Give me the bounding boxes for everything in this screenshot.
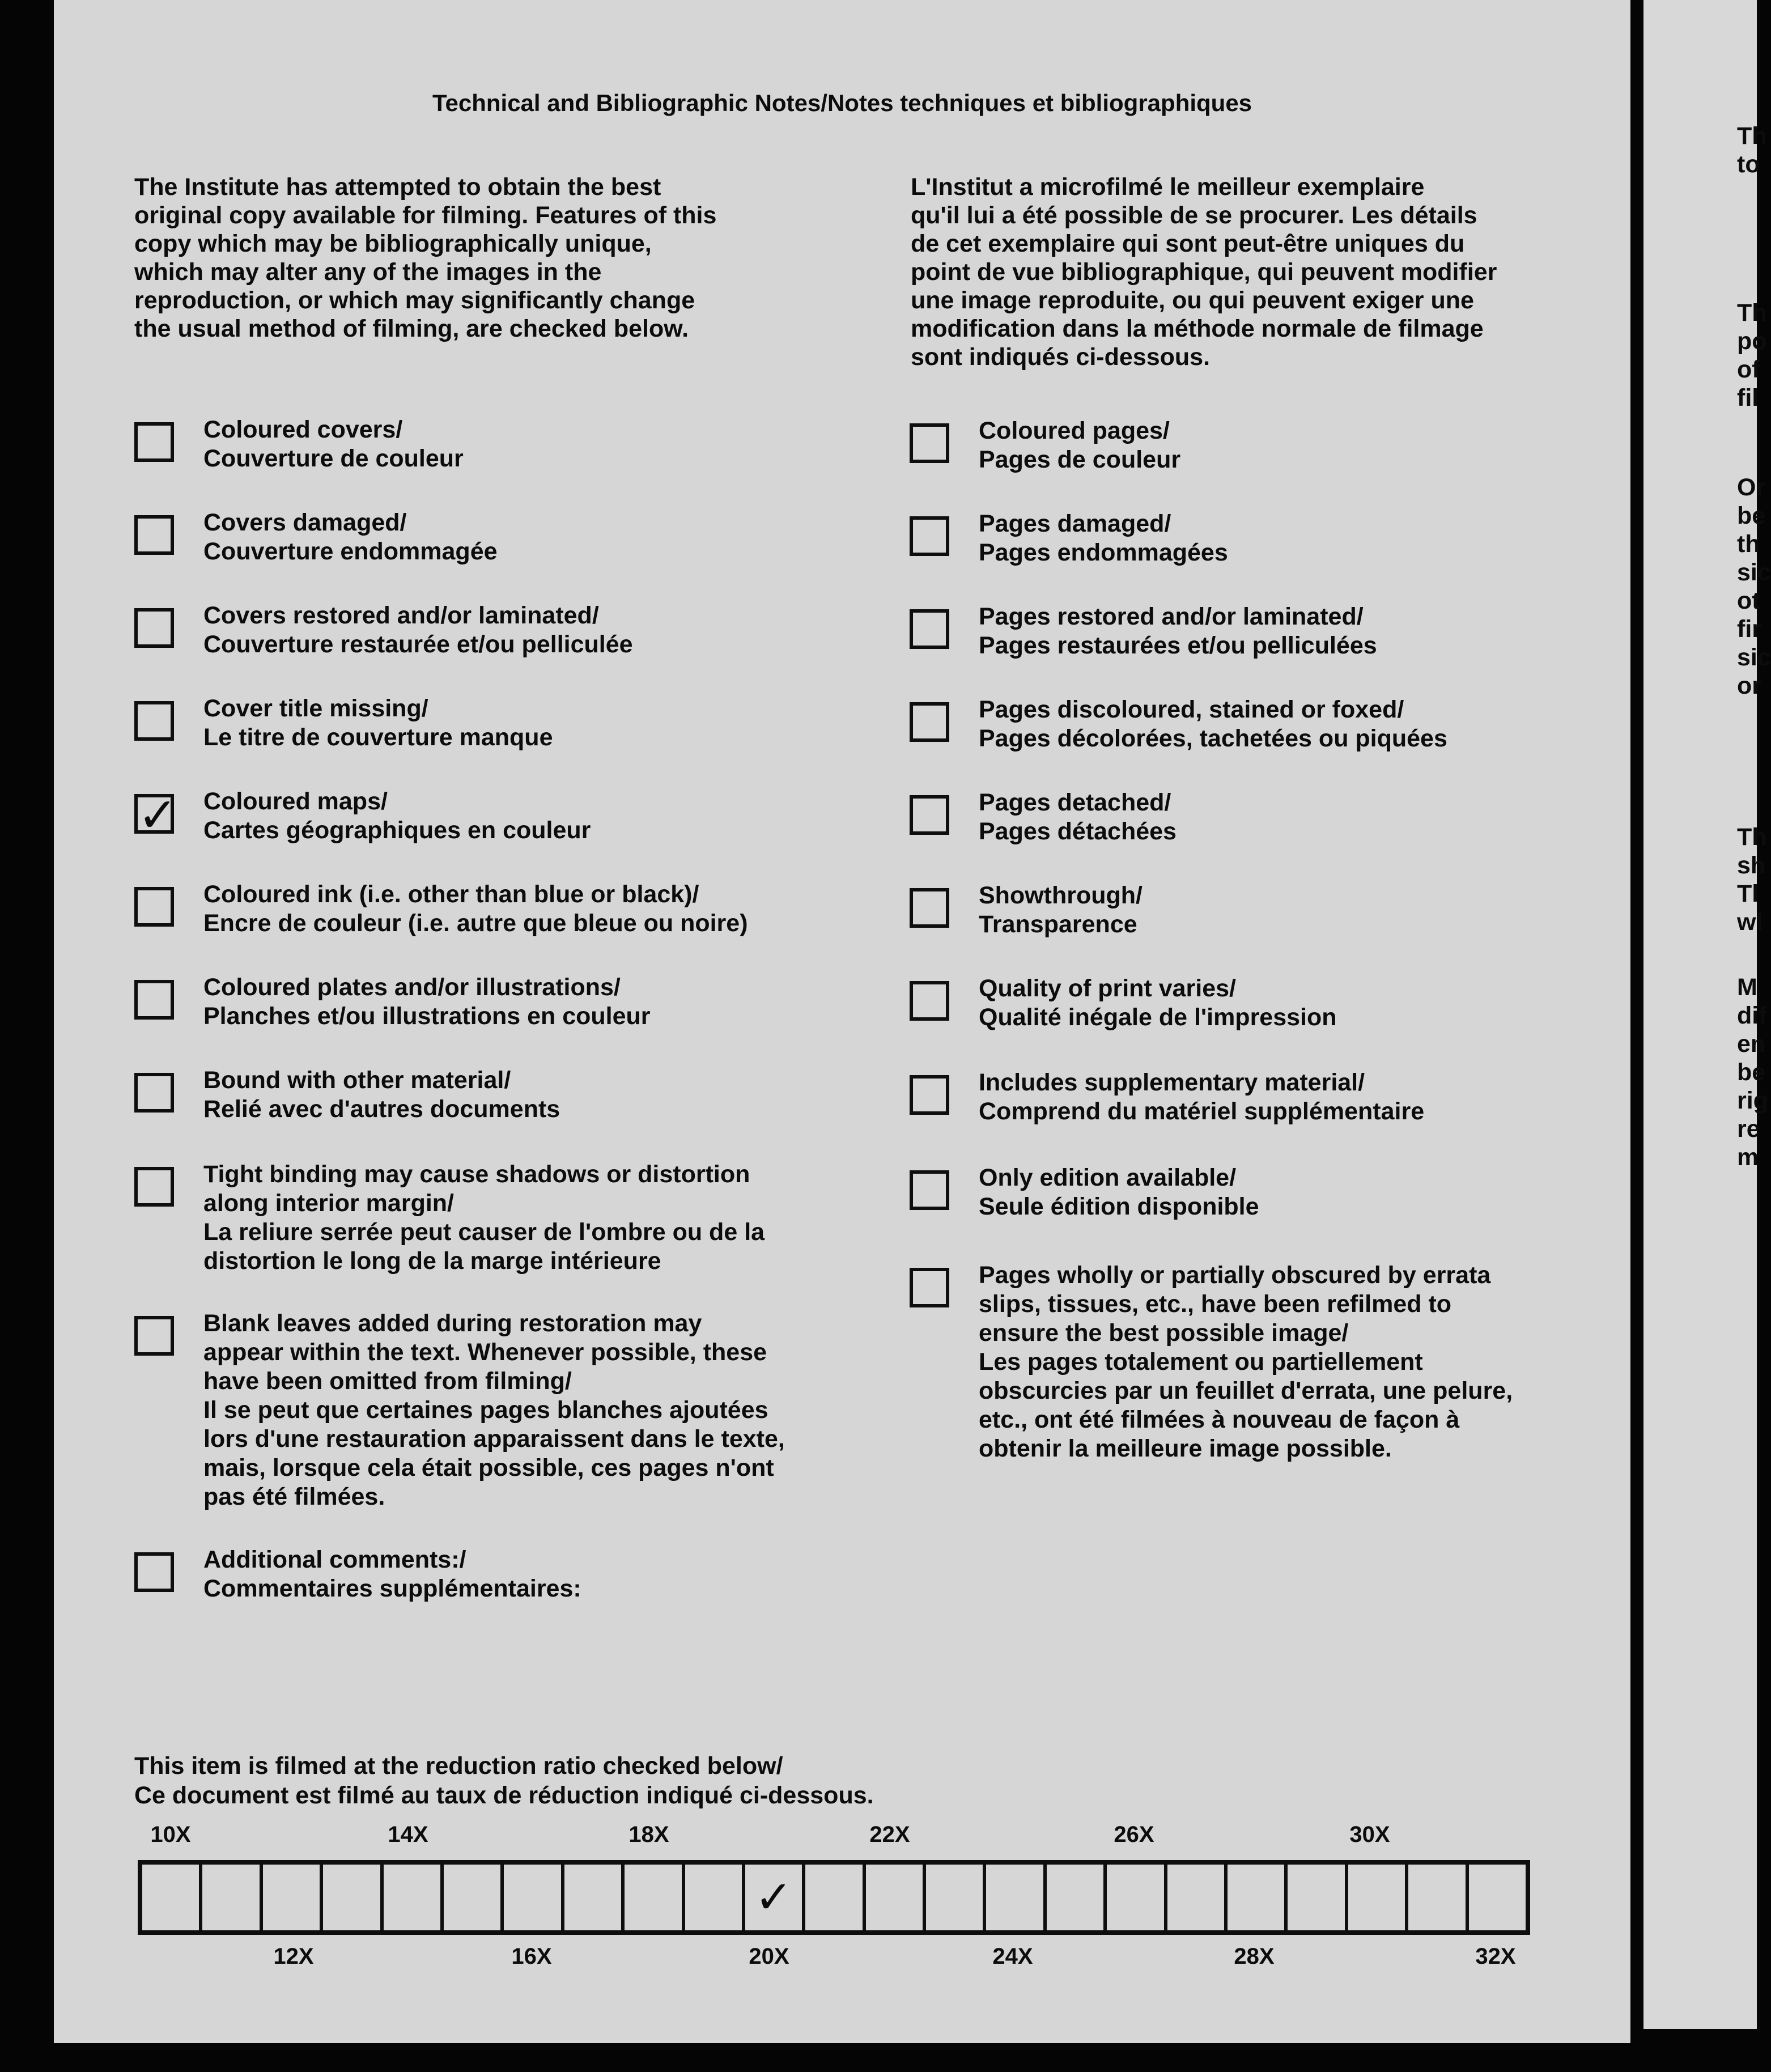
reduction-cell[interactable] (444, 1865, 504, 1930)
reduction-ratio-grid (138, 1860, 1530, 1935)
intro-line: copy which may be bibliographically unique, (134, 230, 652, 257)
ratio-label: 16X (511, 1944, 552, 1969)
edge-text-line: to (1737, 151, 1760, 178)
checklist-label-line: Le titre de couverture manque (203, 724, 553, 751)
edge-text-line: rig (1737, 1087, 1768, 1114)
checklist-label-line: Couverture restaurée et/ou pelliculée (203, 631, 633, 658)
intro-line: reproduction, or which may significantly change (134, 287, 695, 314)
checklist-label-line: Pages restored and/or laminated/ (979, 603, 1364, 630)
edge-text-line: sic (1737, 559, 1771, 586)
checkbox[interactable] (910, 1170, 949, 1210)
checkbox[interactable] (910, 1075, 949, 1115)
checklist-label-line: Pages damaged/ (979, 510, 1171, 537)
checklist-label-line: along interior margin/ (203, 1190, 454, 1217)
checklist-label-line: Seule édition disponible (979, 1193, 1259, 1220)
ratio-label: 10X (150, 1822, 191, 1847)
checklist-label-line: appear within the text. Whenever possible, these (203, 1339, 767, 1366)
edge-text-line: en (1737, 1030, 1766, 1058)
checklist-label-line: Cover title missing/ (203, 695, 428, 722)
reduction-cell[interactable] (625, 1865, 685, 1930)
checklist-label-line: Couverture de couleur (203, 445, 464, 472)
ratio-label: 24X (992, 1944, 1033, 1969)
intro-line: which may alter any of the images in the (134, 258, 602, 286)
intro-line: modification dans la méthode normale de filmage (911, 315, 1484, 342)
reduction-cell[interactable] (1228, 1865, 1288, 1930)
intro-line: de cet exemplaire qui sont peut-être uniques du (911, 230, 1465, 257)
edge-text-line: Tl (1737, 880, 1759, 907)
checklist-label-line: Encre de couleur (i.e. autre que bleue ou noire) (203, 910, 748, 937)
edge-text-block (1737, 299, 1767, 412)
checkbox[interactable] (910, 516, 949, 556)
checklist-label-line: Pages détachées (979, 818, 1177, 845)
checkbox[interactable] (134, 608, 174, 648)
ratio-label: 14X (388, 1822, 428, 1847)
ratio-label: 20X (749, 1944, 789, 1969)
ratio-label: 22X (869, 1822, 910, 1847)
edge-text-line: be (1737, 502, 1766, 529)
intro-line: The Institute has attempted to obtain the best (134, 173, 661, 201)
checklist-label (203, 1160, 765, 1276)
edge-text-line: Th (1737, 122, 1767, 150)
intro-line: point de vue bibliographique, qui peuvent modifier (911, 258, 1497, 286)
document-page (54, 0, 1630, 2043)
intro-french (911, 173, 1497, 371)
checklist-label (979, 1261, 1513, 1463)
edge-text-line: Th (1737, 299, 1767, 326)
edge-text-line: th (1737, 530, 1760, 558)
checkbox[interactable] (910, 981, 949, 1021)
checklist-label-line: Tight binding may cause shadows or distortion (203, 1161, 750, 1188)
intro-line: the usual method of filming, are checked below. (134, 315, 689, 342)
edge-text-block (1737, 973, 1768, 1171)
reduction-cell[interactable] (805, 1865, 865, 1930)
checklist-label-line: Only edition available/ (979, 1164, 1237, 1191)
edge-text-line: sic (1737, 644, 1771, 671)
checklist-label-line: Covers restored and/or laminated/ (203, 602, 599, 629)
checklist-label (203, 1066, 560, 1124)
intro-english (134, 173, 716, 343)
reduction-ratio-note (134, 1751, 874, 1810)
checklist-label-line: lors d'une restauration apparaissent dans le texte, (203, 1425, 785, 1453)
reduction-cell[interactable] (263, 1865, 323, 1930)
checklist-label (979, 788, 1177, 846)
checklist-label-line: etc., ont été filmées à nouveau de façon à (979, 1406, 1460, 1433)
reduction-cell[interactable] (1167, 1865, 1228, 1930)
checkbox[interactable] (134, 1073, 174, 1113)
ratio-label: 26X (1114, 1822, 1154, 1847)
edge-text-line: or (1737, 672, 1761, 699)
intro-line: L'Institut a microfilmé le meilleur exemplaire (911, 173, 1425, 201)
checklist-label-line: obscurcies par un feuillet d'errata, une pelure, (979, 1377, 1513, 1404)
checklist-label-line: Relié avec d'autres documents (203, 1096, 560, 1123)
checkbox[interactable] (910, 702, 949, 742)
intro-line: une image reproduite, ou qui peuvent exiger une (911, 287, 1474, 314)
edge-text-line: Th (1737, 823, 1767, 851)
checklist-label (203, 415, 464, 473)
reduction-cell[interactable] (745, 1865, 805, 1930)
edge-text-block (1737, 473, 1771, 700)
edge-text-line: m (1737, 1144, 1759, 1171)
checklist-label (203, 1545, 581, 1603)
checklist-label (203, 601, 633, 659)
reduction-cell[interactable] (504, 1865, 564, 1930)
checklist-label-line: Coloured covers/ (203, 416, 403, 443)
checklist-label-line: Il se peut que certaines pages blanches ajoutées (203, 1396, 768, 1424)
checklist-label-line: Pages wholly or partially obscured by errata (979, 1262, 1491, 1289)
checklist-label-line: Coloured ink (i.e. other than blue or black)/ (203, 881, 699, 908)
ratio-label: 30X (1349, 1822, 1390, 1847)
checklist-label-line: mais, lorsque cela était possible, ces pages n'ont (203, 1454, 774, 1481)
checkbox[interactable] (910, 609, 949, 649)
reduction-cell[interactable] (1047, 1865, 1107, 1930)
edge-text-line: of (1737, 356, 1760, 383)
reduction-cell[interactable] (866, 1865, 926, 1930)
checklist-label-line: Coloured pages/ (979, 417, 1170, 444)
checklist-label-line: Covers damaged/ (203, 509, 407, 536)
checklist-label-line: slips, tissues, etc., have been refilmed to (979, 1290, 1452, 1318)
checklist-label-line: Les pages totalement ou partiellement (979, 1348, 1423, 1375)
checklist-label-line: distortion le long de la marge intérieure (203, 1247, 661, 1275)
edge-text-line: be (1737, 1059, 1766, 1086)
checkbox[interactable] (134, 422, 174, 462)
checklist-label-line: Cartes géographiques en couleur (203, 817, 591, 844)
checkbox[interactable] (910, 1268, 949, 1307)
reduction-cell[interactable] (1408, 1865, 1468, 1930)
edge-text-line: ot (1737, 587, 1760, 614)
checkmark-icon: ✓ (754, 1871, 793, 1924)
edge-text-block (1737, 122, 1767, 179)
checklist-label (203, 880, 748, 938)
intro-line: qu'il lui a été possible de se procurer. Les détails (911, 202, 1477, 229)
checkbox[interactable] (134, 515, 174, 555)
reduction-note-line: Ce document est filmé au taux de réduction indiqué ci-dessous. (134, 1782, 874, 1809)
reduction-cell[interactable] (926, 1865, 986, 1930)
checklist-label (979, 417, 1180, 474)
edge-text-line: po (1737, 328, 1767, 355)
checklist-label-line: Transparence (979, 911, 1137, 938)
checklist-label-line: Pages endommagées (979, 539, 1228, 566)
checkbox[interactable] (910, 888, 949, 928)
checklist-label-line: Coloured plates and/or illustrations/ (203, 974, 621, 1001)
checklist-label-line: Additional comments:/ (203, 1546, 466, 1573)
checklist-label-line: ensure the best possible image/ (979, 1319, 1349, 1347)
checklist-label-line: Includes supplementary material/ (979, 1069, 1365, 1096)
checkbox[interactable] (134, 701, 174, 741)
adjacent-page-edge (1643, 0, 1771, 2029)
checklist-label (979, 509, 1228, 567)
checklist-label-line: La reliure serrée peut causer de l'ombre ou de la (203, 1218, 765, 1246)
reduction-cell[interactable] (564, 1865, 625, 1930)
checklist-label (979, 695, 1447, 753)
reduction-cell[interactable] (1107, 1865, 1167, 1930)
reduction-cell[interactable] (685, 1865, 745, 1930)
checklist-label (203, 508, 498, 566)
checklist-label (979, 1068, 1424, 1126)
edge-text-line: re (1737, 1115, 1760, 1143)
edge-text-line: fir (1737, 615, 1761, 643)
checkmark-icon: ✓ (138, 787, 178, 843)
checklist-label (203, 694, 553, 752)
reduction-cell[interactable] (1469, 1865, 1526, 1930)
checkbox[interactable] (134, 887, 174, 927)
checklist-label (979, 974, 1337, 1032)
checklist-label-line: Coloured maps/ (203, 788, 388, 815)
reduction-cell[interactable] (384, 1865, 444, 1930)
reduction-cell[interactable] (202, 1865, 262, 1930)
edge-text-line: wl (1737, 908, 1763, 936)
reduction-cell[interactable] (1348, 1865, 1408, 1930)
checklist-label (979, 602, 1377, 660)
reduction-note-line: This item is filmed at the reduction ratio checked below/ (134, 1752, 783, 1780)
checklist-label-line: Blank leaves added during restoration may (203, 1310, 702, 1337)
edge-text-line: M (1737, 974, 1757, 1001)
checklist-label (979, 881, 1143, 939)
checklist-label-line: Pages décolorées, tachetées ou piquées (979, 725, 1447, 752)
checklist-label-line: pas été filmées. (203, 1483, 385, 1510)
checklist-label (203, 787, 591, 845)
ratio-label: 32X (1475, 1944, 1516, 1969)
edge-text-line: fil (1737, 384, 1759, 411)
page-title: Technical and Bibliographic Notes/Notes techniques et bibliographiques (432, 90, 1252, 116)
checklist-label-line: have been omitted from filming/ (203, 1368, 572, 1395)
reduction-cell[interactable] (323, 1865, 383, 1930)
ratio-label: 28X (1234, 1944, 1275, 1969)
checklist-label-line: Couverture endommagée (203, 538, 498, 565)
ratio-label: 12X (273, 1944, 314, 1969)
edge-text-line: sh (1737, 852, 1766, 879)
checklist-label-line: Pages detached/ (979, 789, 1171, 816)
edge-text-line: dif (1737, 1002, 1767, 1029)
checkbox[interactable] (910, 795, 949, 835)
edge-text-block (1737, 823, 1767, 936)
intro-line: original copy available for filming. Features of this (134, 202, 717, 229)
checklist-label-line: Quality of print varies/ (979, 975, 1236, 1002)
checkbox[interactable] (134, 787, 178, 843)
checkbox[interactable] (134, 1316, 174, 1356)
reduction-cell[interactable] (1288, 1865, 1348, 1930)
checkbox[interactable] (134, 1552, 174, 1592)
checklist-label (203, 1309, 785, 1511)
checklist-label-line: Qualité inégale de l'impression (979, 1004, 1337, 1031)
checkbox[interactable] (910, 423, 949, 463)
checklist-label (203, 973, 651, 1031)
checklist-label-line: Planches et/ou illustrations en couleur (203, 1003, 651, 1030)
checkbox[interactable] (134, 980, 174, 1020)
checklist-label-line: Commentaires supplémentaires: (203, 1575, 581, 1602)
edge-text-line: Or (1737, 474, 1766, 501)
intro-line: sont indiqués ci-dessous. (911, 343, 1211, 371)
checklist-label-line: Pages discoloured, stained or foxed/ (979, 696, 1404, 723)
ratio-label: 18X (628, 1822, 669, 1847)
checklist-label-line: Comprend du matériel supplémentaire (979, 1098, 1425, 1125)
checklist-label-line: Showthrough/ (979, 882, 1143, 909)
checklist-label-line: Pages de couleur (979, 446, 1181, 473)
checklist-label-line: obtenir la meilleure image possible. (979, 1435, 1392, 1462)
checklist-label-line: Pages restaurées et/ou pelliculées (979, 632, 1377, 659)
checkbox[interactable] (134, 1167, 174, 1207)
checklist-label (979, 1164, 1259, 1221)
checklist-label-line: Bound with other material/ (203, 1067, 511, 1094)
reduction-cell[interactable] (142, 1865, 202, 1930)
reduction-cell[interactable] (986, 1865, 1046, 1930)
